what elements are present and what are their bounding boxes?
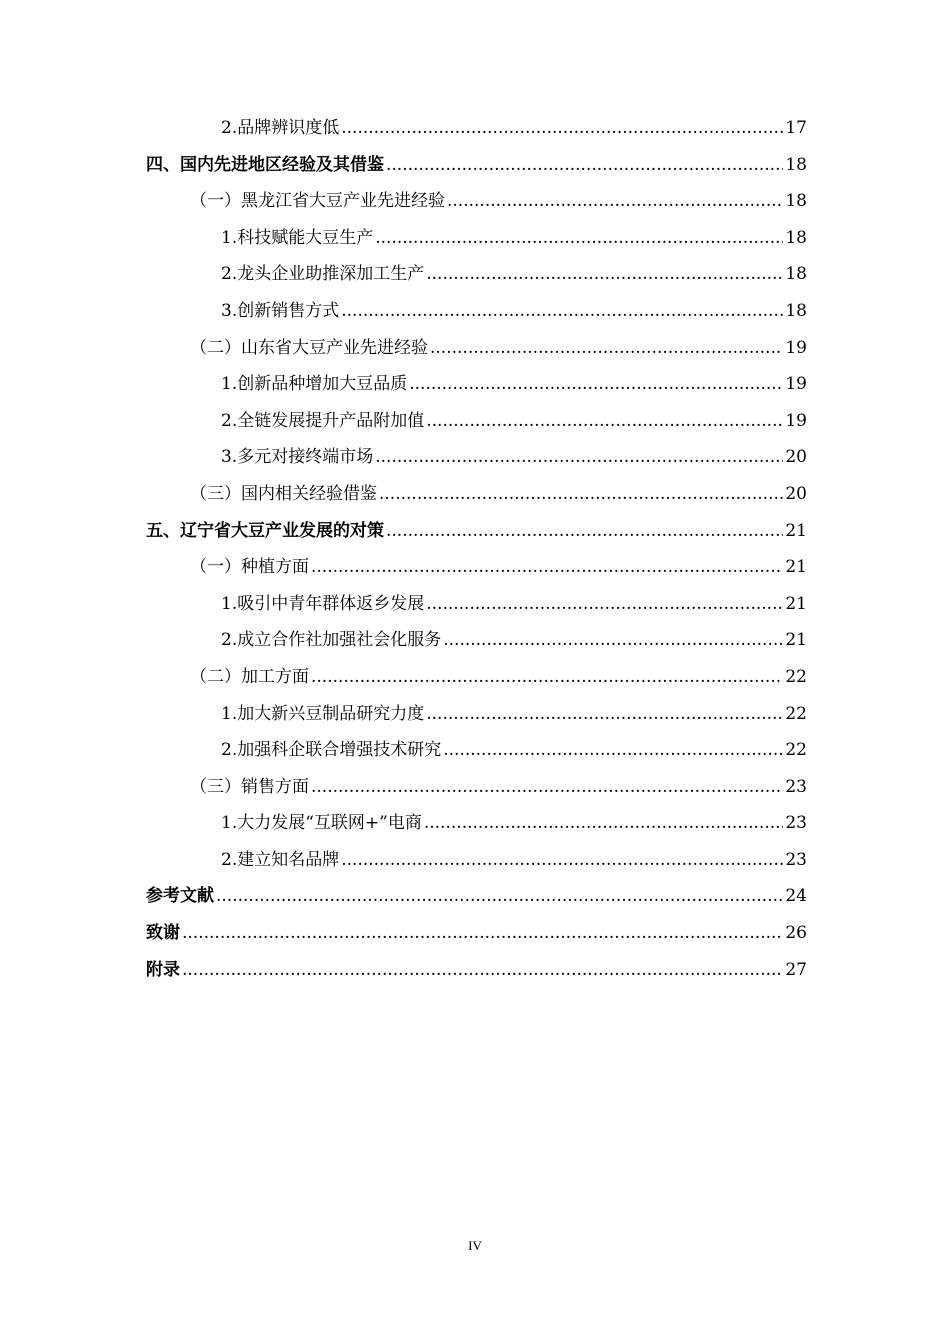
toc-entry-title: 多元对接终端市场 <box>237 447 374 468</box>
toc-entry-page: 19 <box>785 374 807 395</box>
toc-entry[interactable] <box>146 403 807 440</box>
toc-entry[interactable] <box>146 549 807 586</box>
toc-entry-title: 致谢 <box>146 923 180 944</box>
toc-entry-title: 成立合作社加强社会化服务 <box>237 630 442 651</box>
toc-entry-page: 18 <box>785 191 807 212</box>
toc-entry-title: 国内相关经验借鉴 <box>241 483 377 504</box>
toc-leader-dots <box>216 878 783 915</box>
toc-entry-title: 辽宁省大豆产业发展的对策 <box>180 520 384 541</box>
toc-entry-title: 附录 <box>146 959 180 980</box>
toc-entry-page: 24 <box>785 886 807 907</box>
toc-entry[interactable] <box>146 915 807 952</box>
toc-entry-number: 2. <box>221 118 238 138</box>
toc-entry-page: 18 <box>785 300 807 321</box>
toc-leader-dots <box>311 769 783 806</box>
toc-entry-title: 国内先进地区经验及其借鉴 <box>180 154 384 175</box>
toc-entry-number: 3. <box>221 447 238 468</box>
toc-entry-page: 21 <box>785 557 807 578</box>
toc-leader-dots <box>311 549 783 586</box>
toc-entry[interactable] <box>146 220 807 257</box>
toc-entry-number: 2. <box>221 740 238 761</box>
toc-entry[interactable] <box>146 183 807 220</box>
toc-entry[interactable] <box>146 293 807 330</box>
toc-entry[interactable] <box>146 256 807 293</box>
toc-entry-title: 建立知名品牌 <box>237 849 340 870</box>
toc-entry[interactable] <box>146 696 807 733</box>
toc-entry-title: 龙头企业助推深加工生产 <box>237 264 425 285</box>
toc-entry-page: 19 <box>785 410 807 431</box>
toc-entry[interactable] <box>146 805 807 842</box>
toc-leader-dots <box>386 147 783 184</box>
toc-entry[interactable] <box>146 659 807 696</box>
toc-entry-number: 1. <box>221 374 238 395</box>
toc-entry[interactable] <box>146 330 807 367</box>
toc-entry-page: 27 <box>785 959 807 980</box>
toc-entry-page: 26 <box>785 923 807 944</box>
toc-entry[interactable] <box>146 110 807 147</box>
toc-leader-dots <box>341 293 783 330</box>
toc-entry[interactable] <box>146 439 807 476</box>
toc-entry-title: 创新品种增加大豆品质 <box>237 374 408 395</box>
toc-leader-dots <box>426 696 783 733</box>
toc-entry-number: 1. <box>221 703 238 724</box>
toc-entry[interactable] <box>146 732 807 769</box>
toc-leader-dots <box>443 622 783 659</box>
toc-entry-page: 17 <box>785 118 807 138</box>
toc-leader-dots <box>443 732 783 769</box>
toc-entry-number: 3. <box>221 300 238 321</box>
toc-entry-number: 2. <box>221 849 238 870</box>
toc-leader-dots <box>379 476 783 513</box>
toc-entry-number: （二） <box>190 666 241 687</box>
toc-entry[interactable] <box>146 622 807 659</box>
toc-entry[interactable] <box>146 586 807 623</box>
toc-entry-title: 销售方面 <box>241 776 309 797</box>
toc-entry-number: （二） <box>190 337 241 358</box>
toc-entry-number: 四、 <box>146 154 180 175</box>
toc-entry-title: 加大新兴豆制品研究力度 <box>237 703 425 724</box>
toc-leader-dots <box>430 330 783 367</box>
toc-entry-number: （三） <box>190 776 241 797</box>
toc-entry-page: 23 <box>785 813 807 834</box>
toc-leader-dots <box>341 842 783 879</box>
toc-entry-page: 22 <box>785 666 807 687</box>
toc-entry-page: 18 <box>785 227 807 248</box>
toc-entry-page: 20 <box>785 447 807 468</box>
toc-entry-number: 2. <box>221 410 238 431</box>
toc-entry[interactable] <box>146 147 807 184</box>
toc-leader-dots <box>426 403 783 440</box>
toc-entry-page: 23 <box>785 849 807 870</box>
toc-entry[interactable] <box>146 878 807 915</box>
toc-entry-number: 1. <box>221 227 238 248</box>
toc-leader-dots <box>182 952 783 989</box>
toc-entry-number: （一） <box>190 191 241 212</box>
toc-entry-title: 山东省大豆产业先进经验 <box>241 337 428 358</box>
toc-leader-dots <box>386 513 783 550</box>
toc-entry-page: 20 <box>785 483 807 504</box>
toc-entry-title: 黑龙江省大豆产业先进经验 <box>241 191 445 212</box>
toc-entry[interactable] <box>146 513 807 550</box>
toc-entry-page: 21 <box>785 593 807 614</box>
page-number-footer: IV <box>468 1238 482 1253</box>
toc-entry-title: 科技赋能大豆生产 <box>237 227 374 248</box>
toc-leader-dots <box>341 110 783 147</box>
toc-entry-title: 创新销售方式 <box>237 300 340 321</box>
toc-entry-title: 全链发展提升产品附加值 <box>237 410 425 431</box>
toc-leader-dots <box>447 183 783 220</box>
toc-leader-dots <box>182 915 783 952</box>
toc-entry-page: 23 <box>785 776 807 797</box>
toc-entry[interactable] <box>146 366 807 403</box>
toc-leader-dots <box>409 366 783 403</box>
toc-entry-number: 2. <box>221 264 238 285</box>
toc-entry-title: 大力发展“互联网+”电商 <box>237 813 422 834</box>
toc-entry-number: 1. <box>221 593 238 614</box>
toc-leader-dots <box>426 256 783 293</box>
toc-entry-title: 品牌辨识度低 <box>237 118 340 138</box>
toc-leader-dots <box>375 220 783 257</box>
toc-entry-title: 吸引中青年群体返乡发展 <box>237 593 425 614</box>
toc-entry-title: 参考文献 <box>146 886 214 907</box>
toc-entry-title: 加工方面 <box>241 666 309 687</box>
toc-leader-dots <box>424 805 783 842</box>
toc-entry-number: 2. <box>221 630 238 651</box>
toc-entry-page: 19 <box>785 337 807 358</box>
toc-entry[interactable] <box>146 476 807 513</box>
toc-entry-page: 22 <box>785 703 807 724</box>
toc-entry[interactable] <box>146 769 807 806</box>
table-of-contents <box>146 110 807 988</box>
toc-entry-page: 22 <box>785 740 807 761</box>
toc-entry[interactable] <box>146 842 807 879</box>
toc-leader-dots <box>426 586 783 623</box>
toc-entry-number: 1. <box>221 813 238 834</box>
toc-entry-page: 21 <box>785 520 807 541</box>
toc-entry-number: 五、 <box>146 520 180 541</box>
toc-entry-number: （三） <box>190 483 241 504</box>
toc-entry-page: 18 <box>785 154 807 175</box>
toc-entry[interactable] <box>146 952 807 989</box>
toc-entry-number: （一） <box>190 557 241 578</box>
toc-entry-page: 18 <box>785 264 807 285</box>
toc-leader-dots <box>375 439 783 476</box>
toc-entry-title: 种植方面 <box>241 557 309 578</box>
toc-entry-page: 21 <box>785 630 807 651</box>
toc-entry-title: 加强科企联合增强技术研究 <box>237 740 442 761</box>
toc-leader-dots <box>311 659 783 696</box>
